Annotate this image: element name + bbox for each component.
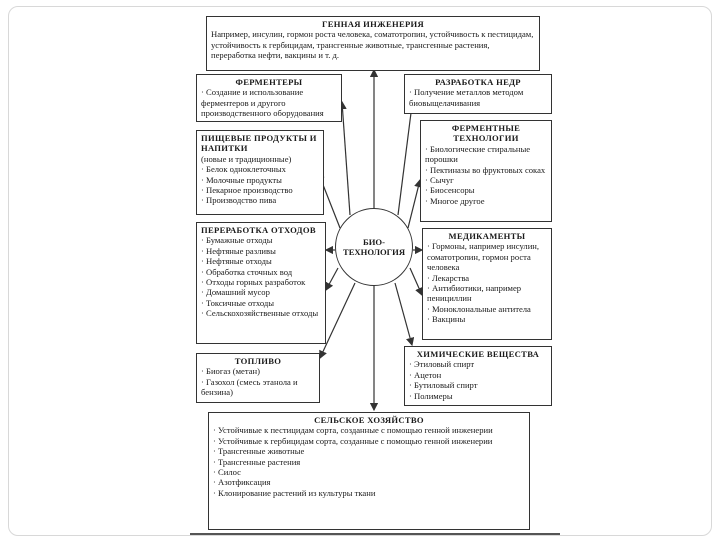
list-item: · Биологические стиральные порошки bbox=[425, 143, 531, 165]
genetic-engineering-text: Например, инсулин, гормон роста человека, соматотропин, устойчивость к пестицидам, устойчивость к гербицидам, трансгенные животные, трансгенные растения, переработка нефти, вакцины и т. д. bbox=[211, 29, 534, 61]
list-item: · Бумажные отходы bbox=[201, 235, 273, 246]
list-item: · Нефтяные отходы bbox=[201, 256, 272, 267]
waste-box bbox=[196, 222, 326, 344]
genetic-engineering-title: ГЕННАЯ ИНЖЕНЕРИЯ bbox=[321, 19, 425, 29]
list-item: · Получение металлов методом биовыщелачивания bbox=[409, 87, 524, 108]
list-item: · Производство пива bbox=[201, 195, 277, 206]
list-item: · Домашний мусор bbox=[201, 287, 270, 298]
list-item: · Ацетон bbox=[409, 369, 442, 380]
list-item: · Обработка сточных вод bbox=[201, 266, 293, 277]
waste-title: ПЕРЕРАБОТКА ОТХОДОВ bbox=[201, 225, 316, 235]
center-label-line1: БИО- bbox=[363, 237, 385, 247]
arrow-to-enzymes bbox=[342, 102, 350, 215]
chemicals-title: ХИМИЧЕСКИЕ ВЕЩЕСТВА bbox=[416, 349, 540, 359]
enzymes-title: ФЕРМЕНТЕРЫ bbox=[235, 77, 303, 87]
list-item: · Полимеры bbox=[409, 390, 453, 401]
agriculture-box bbox=[208, 412, 530, 530]
list-item: · Антибиотики, например пенициллин bbox=[427, 283, 522, 304]
arrow-to-mining bbox=[398, 105, 412, 215]
center-label-line2: ТЕХНОЛОГИЯ bbox=[342, 247, 406, 257]
list-item: · Пектиназы во фруктовых соках bbox=[425, 164, 546, 175]
list-item: · Сельскохозяйственные отходы bbox=[201, 308, 319, 319]
list-item: · Силос bbox=[213, 467, 241, 478]
enzyme-tech-title: ФЕРМЕНТНЫЕ ТЕХНОЛОГИИ bbox=[451, 123, 521, 144]
fuel-title: ТОПЛИВО bbox=[234, 356, 282, 366]
list-item: · Лекарства bbox=[427, 272, 470, 283]
mining-box bbox=[404, 74, 552, 114]
list-item: · Устойчивые к пестицидам сорта, созданные с помощью генной инженерии bbox=[213, 425, 493, 436]
arrow-to-chemicals bbox=[395, 283, 412, 345]
list-item: · Клонирование растений из культуры ткани bbox=[213, 487, 376, 498]
list-item: · Нефтяные разливы bbox=[201, 245, 276, 256]
bottom-rule bbox=[190, 533, 560, 535]
list-item: · Создание и использование ферментеров и другого производственного оборудования bbox=[201, 87, 324, 119]
list-item: · Сычуг bbox=[425, 175, 454, 186]
medicine-title: МЕДИКАМЕНТЫ bbox=[448, 231, 526, 241]
medicine-box bbox=[422, 228, 552, 340]
list-item: · Отходы горных разработок bbox=[201, 277, 306, 288]
list-item: · Азотфиксация bbox=[213, 477, 271, 488]
list-item: · Пекарное производство bbox=[201, 185, 293, 196]
list-item: · Биосенсоры bbox=[425, 185, 475, 196]
food-title: ПИЩЕВЫЕ ПРОДУКТЫ И НАПИТКИ bbox=[201, 133, 317, 154]
chemicals-box bbox=[404, 346, 552, 406]
arrow-to-medicine-low bbox=[410, 268, 422, 295]
list-item: · Токсичные отходы bbox=[201, 297, 275, 308]
list-item: · Бутиловый спирт bbox=[409, 380, 478, 391]
list-item: · Трансгенные животные bbox=[213, 446, 305, 457]
enzyme-tech-box bbox=[420, 120, 552, 222]
list-item: · Этиловый спирт bbox=[409, 359, 475, 370]
fuel-box bbox=[196, 353, 320, 403]
biotechnology-center bbox=[335, 208, 413, 286]
list-item: · Вакцины bbox=[427, 314, 466, 325]
list-item: · Гормоны, например инсулин, соматотропин, гормон роста человека bbox=[427, 241, 540, 273]
list-item: · Трансгенные растения bbox=[213, 456, 301, 467]
mining-title: РАЗРАБОТКА НЕДР bbox=[435, 77, 521, 87]
list-item: · Моноклональные антитела bbox=[427, 303, 531, 314]
arrow-to-enzyme-tech bbox=[408, 180, 420, 228]
enzymes-box bbox=[196, 74, 342, 122]
list-item: · Устойчивые к гербицидам сорта, созданные с помощью генной инженерии bbox=[213, 435, 493, 446]
food-box bbox=[196, 130, 324, 215]
list-item: · Молочные продукты bbox=[201, 174, 282, 185]
list-item: · Многое другое bbox=[425, 195, 485, 206]
genetic-engineering-box bbox=[206, 16, 540, 71]
list-item: · Белок одноклеточных bbox=[201, 164, 286, 175]
arrow-to-waste-low bbox=[326, 268, 338, 290]
food-subtitle: (новые и традиционные) bbox=[201, 153, 292, 164]
agriculture-title: СЕЛЬСКОЕ ХОЗЯЙСТВО bbox=[314, 415, 424, 425]
list-item: · Биогаз (метан) bbox=[201, 366, 260, 377]
list-item: · Газохол (смесь этанола и бензина) bbox=[201, 376, 298, 398]
